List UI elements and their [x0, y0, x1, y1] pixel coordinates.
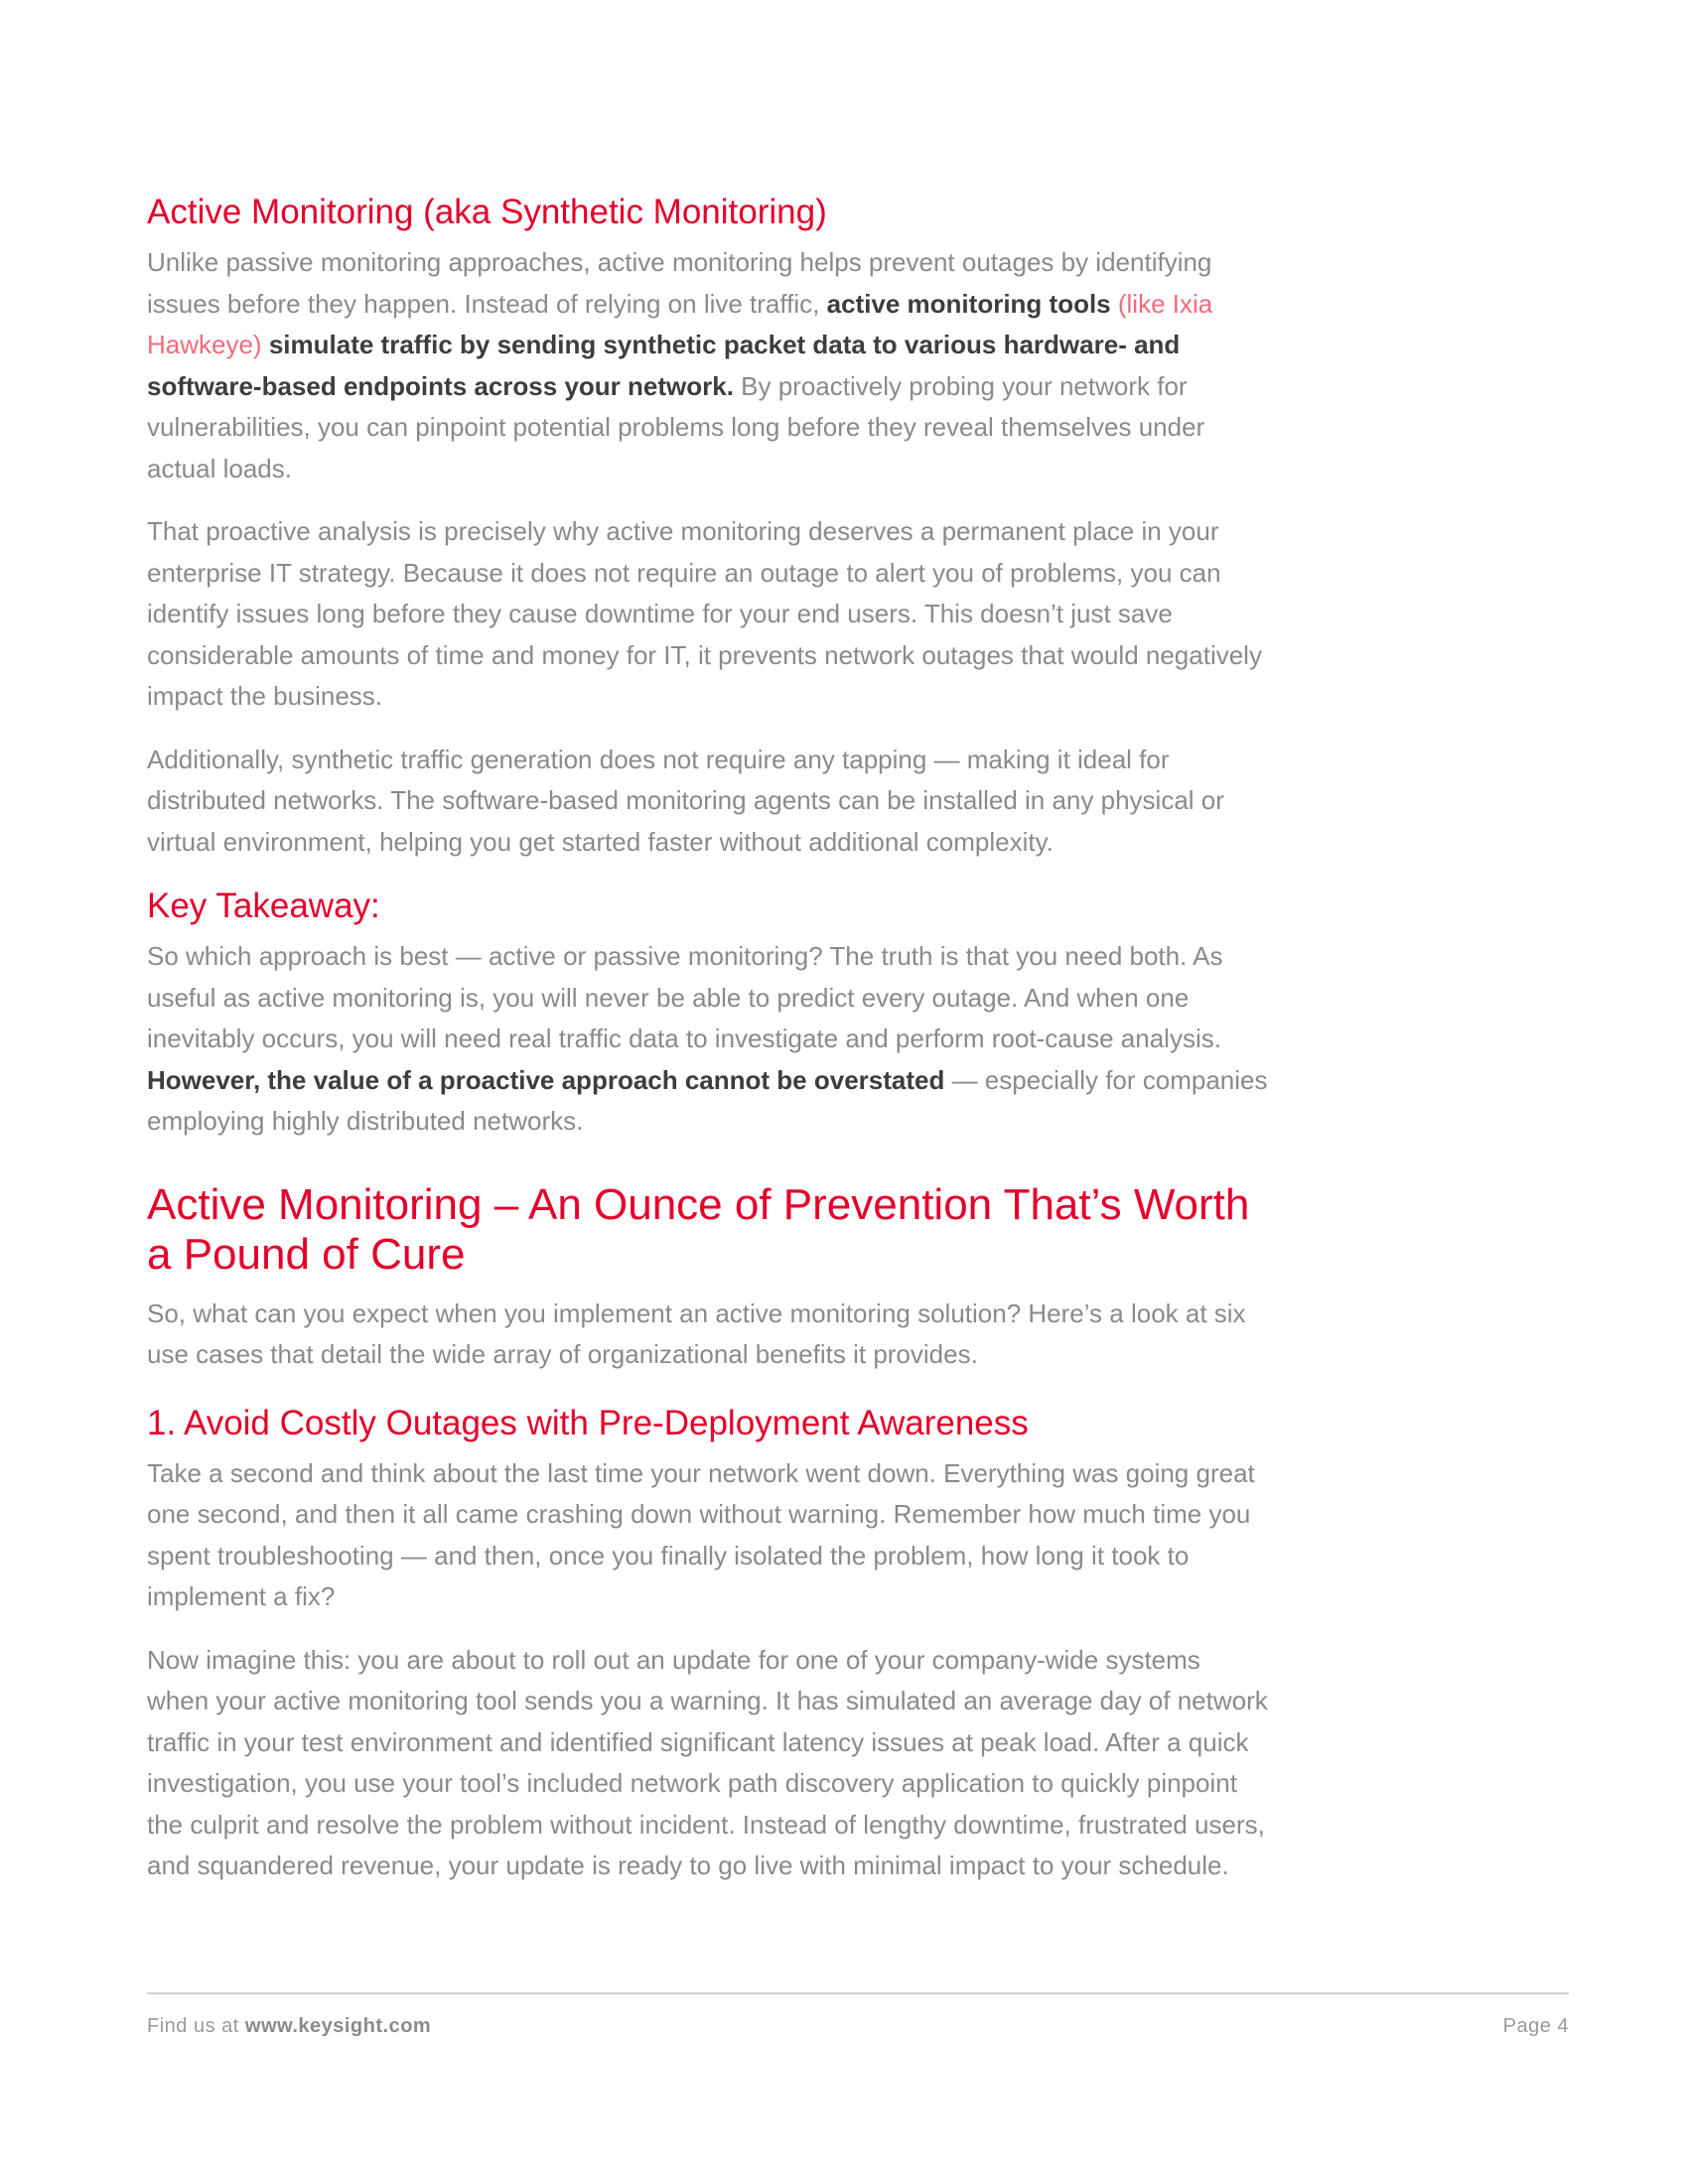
section-heading-avoid-outages: 1. Avoid Costly Outages with Pre-Deployment Awareness [147, 1403, 1029, 1442]
paragraph-proactive-analysis: That proactive analysis is precisely why active monitoring deserves a permanent place in your enterprise IT strategy. Because it does not require an outage to alert you of problems, you can identify issues long before they cause downtime for your end users. This doesn’t just save considerable amounts of time and money for IT, it prevents network outages that would negatively impact the business. [147, 516, 1262, 711]
paragraph-text: So which approach is best — active or passive monitoring? The truth is that you need both. As useful as active monitoring is, you will never be able to predict every outage. And when one inevitably occurs, you will need real traffic data to investigate and perform root-cause analysis. [147, 941, 1223, 1053]
section-heading-ounce-of-prevention: Active Monitoring – An Ounce of Prevention That’s Worth a Pound of Cure [147, 1179, 1250, 1279]
paragraph-active-monitoring-intro [147, 242, 1269, 489]
section-heading-active-monitoring: Active Monitoring (aka Synthetic Monitoring) [147, 193, 827, 231]
document-body [147, 191, 1269, 1909]
ixia-hawkeye-link[interactable]: (like Ixia Hawkeye) [147, 288, 1213, 359]
paragraph-use-cases-intro: So, what can you expect when you implement an active monitoring solution? Here’s a look at six use cases that detail the wide array of organizational benefits it provides. [147, 1297, 1246, 1369]
paragraph-key-takeaway [147, 936, 1269, 1143]
paragraph-synthetic-traffic: Additionally, synthetic traffic generation does not require any tapping — making it ideal for distributed networks. The software-based monitoring agents can be installed in any physical or virtual environment, helping you get started faster without additional complexity. [147, 744, 1224, 857]
bold-text: simulate traffic by sending synthetic packet data to various hardware- and software-based endpoints across your network. [147, 330, 1181, 401]
page-number: Page 4 [1502, 2015, 1569, 2037]
bold-text: active monitoring tools [826, 288, 1111, 319]
paragraph-last-outage: Take a second and think about the last time your network went down. Everything was going great one second, and then it all came crashing down without warning. Remember how much time you spent troubleshooting — and then, once you finally isolated the problem, how long it took to implement a fix? [147, 1457, 1255, 1611]
section-heading-key-takeaway: Key Takeaway: [147, 887, 380, 925]
footer-website-link[interactable]: www.keysight.com [244, 2015, 432, 2037]
paragraph-text: Unlike passive monitoring approaches, active monitoring helps prevent outages by identifying issues before they happen. Instead of relying on live traffic, [147, 247, 1212, 319]
footer-divider [147, 1992, 1569, 1994]
page-footer [147, 2015, 1569, 2038]
bold-text: However, the value of a proactive approach cannot be overstated [147, 1064, 945, 1095]
footer-prefix: Find us at [147, 2015, 245, 2037]
paragraph-imagine-this: Now imagine this: you are about to roll out an update for one of your company-wide systems when your active monitoring tool sends you a warning. It has simulated an average day of network traffic in your test environment and identified significant latency issues at peak load. After a quick investigation, you use your tool’s included network path discovery application to quickly pinpoint the culprit and resolve the problem without incident. Instead of lengthy downtime, frustrated users, and squandered revenue, your update is ready to go live with minimal impact to your schedule. [147, 1644, 1268, 1880]
paragraph-text: — especially for companies employing highly distributed networks. [147, 1064, 1268, 1136]
paragraph-text: By proactively probing your network for vulnerabilities, you can pinpoint potential problems long before they reveal themselves under actual loads. [147, 370, 1205, 483]
